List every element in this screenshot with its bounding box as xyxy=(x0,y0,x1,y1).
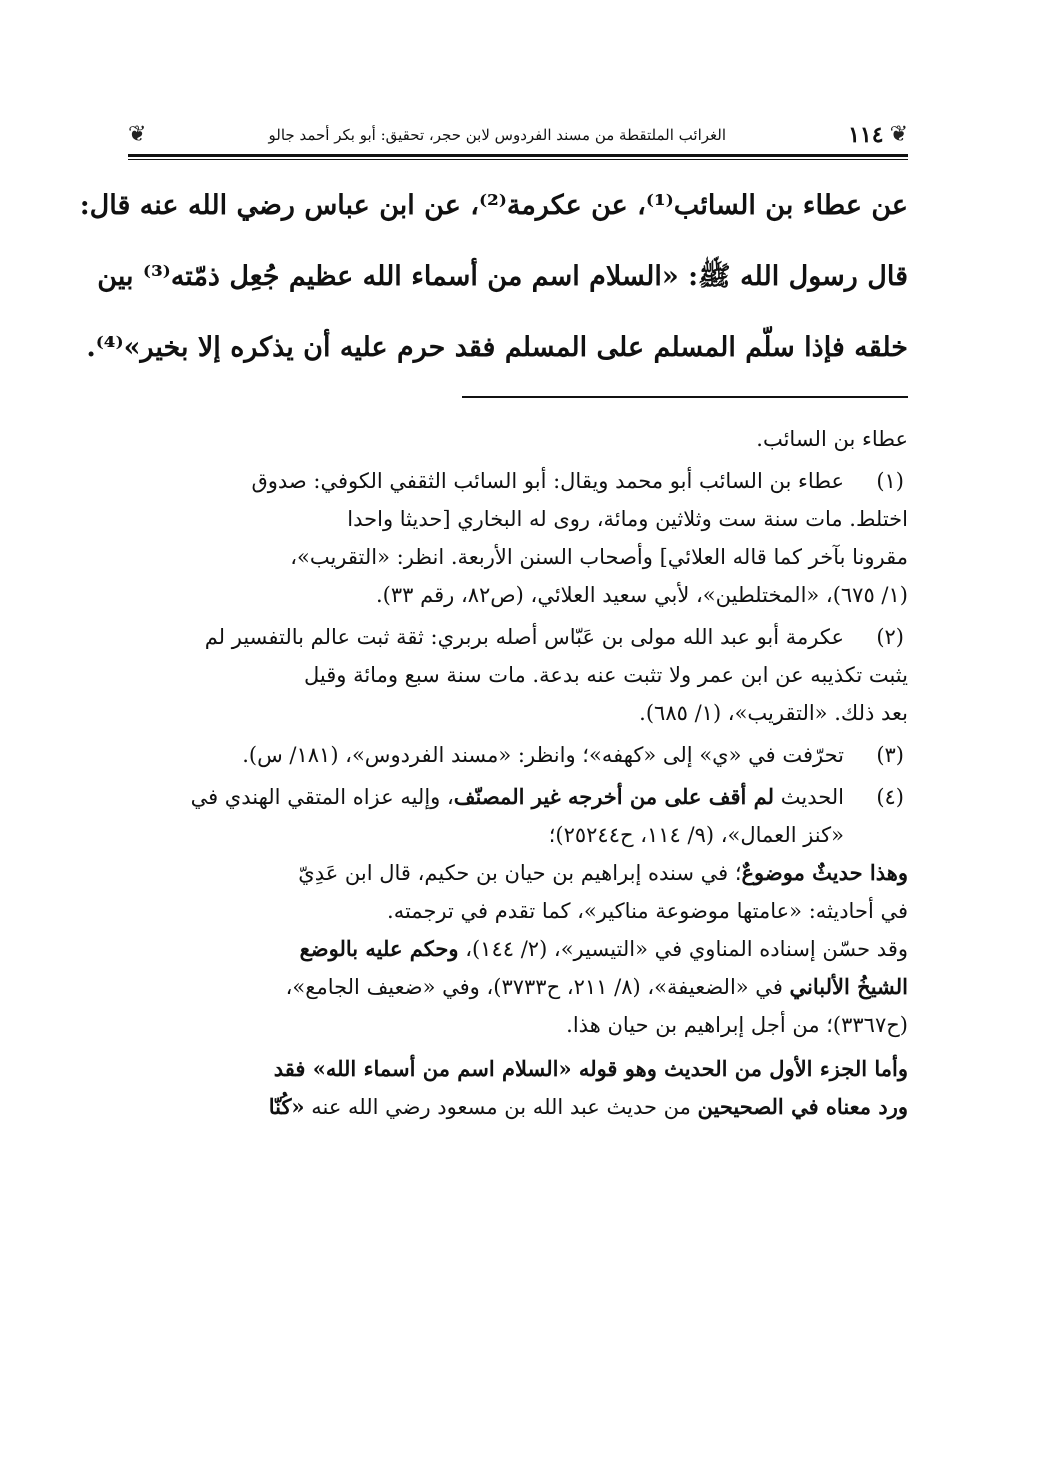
page-header xyxy=(128,118,908,152)
footnote-line: اختلط. مات سنة ست وثلاثين ومائة، روى له البخاري [حديثا واحدا xyxy=(347,507,908,531)
footnote-number: (١) xyxy=(876,469,904,493)
text-span: من حديث عبد الله بن مسعود رضي الله عنه xyxy=(304,1095,698,1119)
bold-span: ورد معناه في الصحيحين xyxy=(697,1094,908,1119)
header-rule xyxy=(128,154,908,160)
footnote-4 xyxy=(128,778,908,854)
footnote-line: تحرّفت في «ي» إلى «كهفه»؛ وانظر: «مسند الفردوس»، (١٨١/ س). xyxy=(242,743,844,767)
bold-span: وهذا حديثٌ موضوعٌ xyxy=(741,860,908,885)
text-span: وقد حسّن إسناده المناوي في «التيسير»، (٢/ ١٤٤)، xyxy=(458,937,908,961)
ornament-left-icon: ❦ xyxy=(128,122,147,147)
footnote-separator xyxy=(462,396,908,398)
text-span: ، وإليه عزاه المتقي الهندي في xyxy=(190,785,454,809)
paragraph-line xyxy=(128,854,908,892)
footnote-number: (٣) xyxy=(876,743,904,767)
bold-span: لم أقف على من أخرجه غير المصنّف xyxy=(453,784,775,809)
running-title: الغرائب الملتقطة من مسند الفردوس لابن حجر، تحقيق: أبو بكر أحمد جالو xyxy=(268,126,726,144)
page-number: ١١٤ xyxy=(848,122,884,148)
bold-span: وحكم عليه بالوضع xyxy=(299,936,459,961)
footnote-number: (٤) xyxy=(876,785,904,809)
main-line: عن عطاء بن السائب⁽¹⁾، عن عكرمة⁽²⁾، عن ابن عباس رضي الله عنه قال: xyxy=(79,190,908,221)
bold-span: الشيخُ الألباني xyxy=(789,974,908,999)
main-text xyxy=(79,170,908,383)
footnote-line xyxy=(128,778,844,816)
footnote-line: بعد ذلك. «التقريب»، (١/ ٦٨٥). xyxy=(639,701,908,725)
footnote-line: «كنز العمال»، (٩/ ١١٤، ح٢٥٢٤٤)؛ xyxy=(548,823,844,847)
footnote-line: مقرونا بآخر كما قاله العلائي] وأصحاب السنن الأربعة. انظر: «التقريب»، xyxy=(290,545,908,569)
paragraph-line xyxy=(128,968,908,1006)
text-span: في «الضعيفة»، (٨/ ٢١١، ح٣٧٣٣)، وفي «ضعيف الجامع»، xyxy=(285,975,790,999)
main-line: خلقه فإذا سلّم المسلم على المسلم فقد حرم عليه أن يذكره إلا بخير»⁽⁴⁾. xyxy=(86,332,908,363)
footnote-intro: عطاء بن السائب. xyxy=(756,427,908,451)
footnote-line: (١/ ٦٧٥)، «المختلطين»، لأبي سعيد العلائي، (ص٨٢، رقم ٣٣). xyxy=(376,583,908,607)
footnote-line: عكرمة أبو عبد الله مولى بن عَبّاس أصله بربري: ثقة ثبت عالم بالتفسير لم xyxy=(204,625,844,649)
text-span: ؛ في سنده إبراهيم بن حيان بن حكيم، قال ابن عَدِيّ xyxy=(298,861,742,885)
footnote-3 xyxy=(128,736,908,774)
ornament-right-icon: ❦ xyxy=(889,122,908,147)
footnote-line: عطاء بن السائب أبو محمد ويقال: أبو السائب الثقفي الكوفي: صدوق xyxy=(251,469,844,493)
footnote-number: (٢) xyxy=(876,625,904,649)
paragraph-line: (ح٣٣٦٧)؛ من أجل إبراهيم بن حيان هذا. xyxy=(566,1013,908,1037)
paragraph-line: في أحاديثه: «عامتها موضوعة مناكير»، كما تقدم في ترجمته. xyxy=(387,899,908,923)
main-line: قال رسول الله ﷺ: «السلام اسم من أسماء الله عظيم جُعِل ذمّته⁽³⁾ بين xyxy=(97,261,908,292)
footnote-line: يثبت تكذيبه عن ابن عمر ولا تثبت عنه بدعة. مات سنة سبع ومائة وقيل xyxy=(303,663,908,687)
footnote-1 xyxy=(128,462,908,500)
paragraph-line xyxy=(128,930,908,968)
paragraph-line: وأما الجزء الأول من الحديث وهو قوله «السلام اسم من أسماء الله» فقد xyxy=(273,1056,908,1081)
text-span: الحديث xyxy=(774,785,844,809)
bold-span: «كُنّا xyxy=(268,1094,305,1119)
footnotes xyxy=(128,420,908,1126)
footnote-2 xyxy=(128,618,908,656)
paragraph-line xyxy=(128,1088,908,1126)
